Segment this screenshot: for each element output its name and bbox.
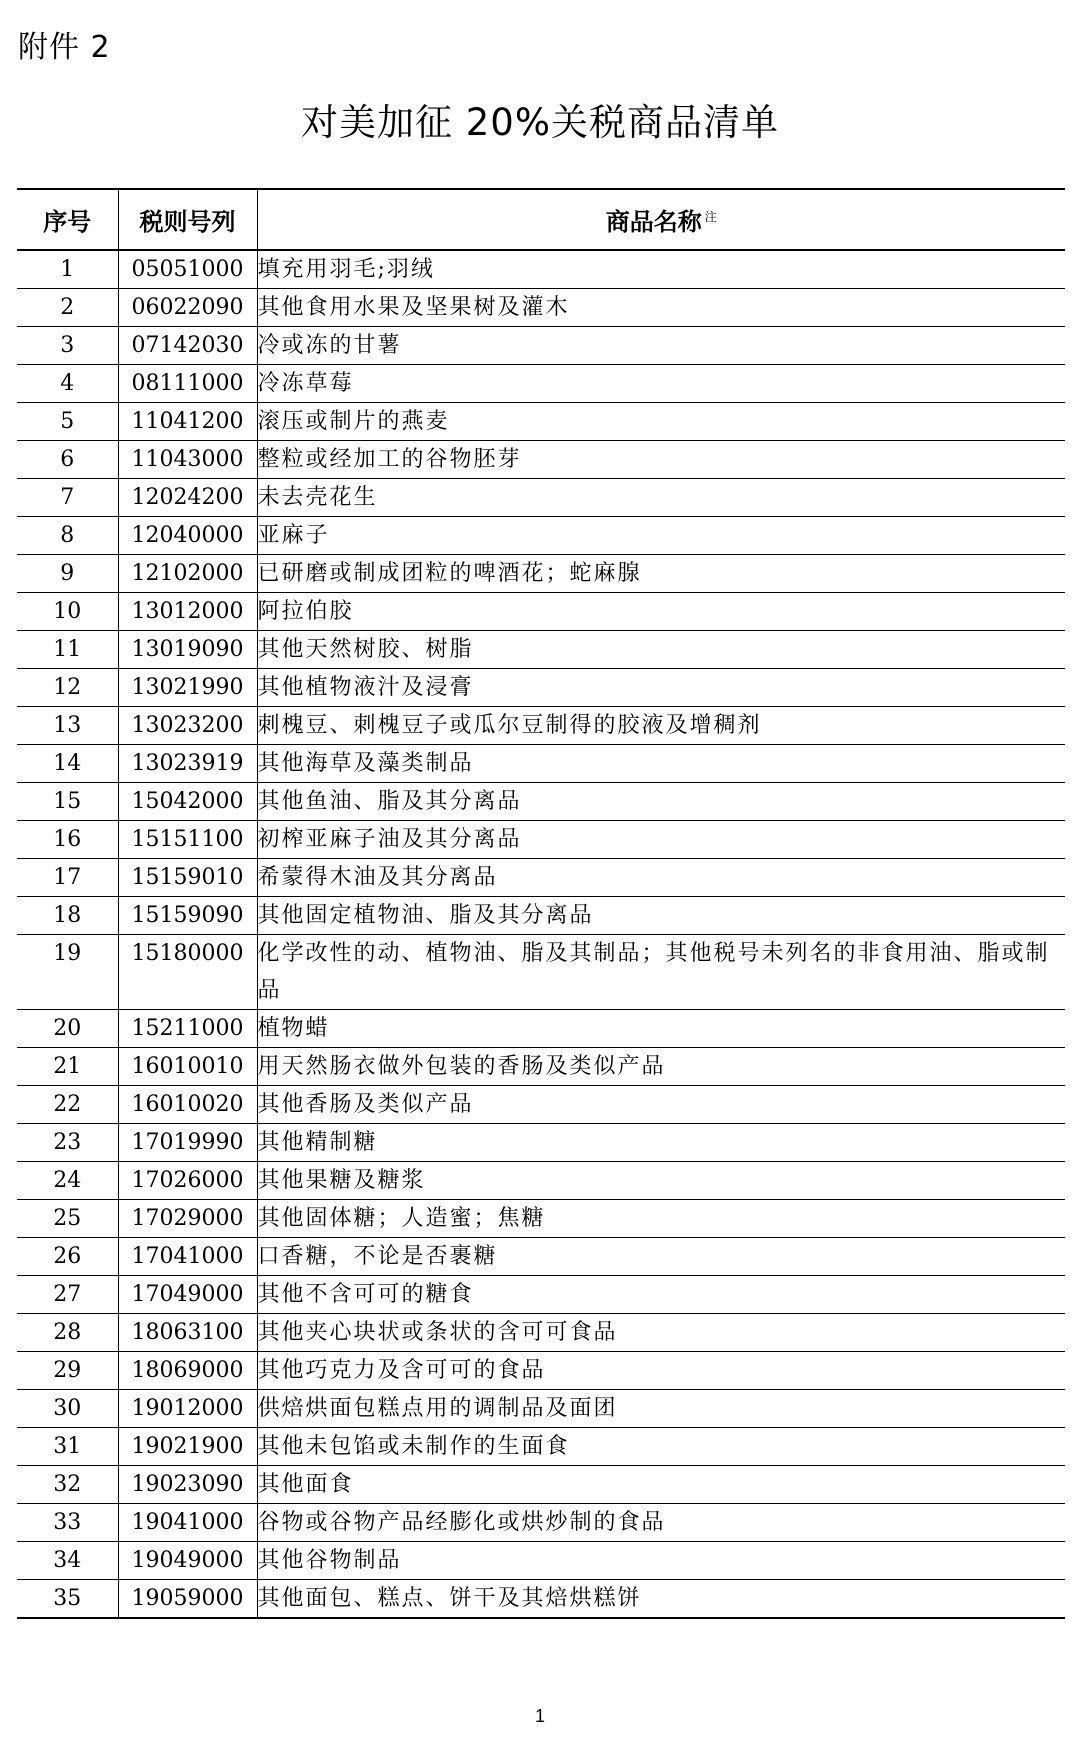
product-name-cell: 阿拉伯胶: [257, 593, 1065, 631]
product-name-cell: 其他未包馅或未制作的生面食: [257, 1428, 1065, 1466]
tariff-code-cell: 19041000: [118, 1504, 257, 1542]
product-name-cell: 供焙烘面包糕点用的调制品及面团: [257, 1390, 1065, 1428]
seq-cell: 34: [17, 1542, 118, 1580]
product-name-cell: 冷或冻的甘薯: [257, 327, 1065, 365]
product-name-cell: 谷物或谷物产品经膨化或烘炒制的食品: [257, 1504, 1065, 1542]
column-header-name-label: 商品名称: [605, 208, 702, 236]
product-name-cell: 亚麻子: [257, 517, 1065, 555]
table-row: [17, 1352, 1065, 1390]
product-name-cell: 其他不含可可的糖食: [257, 1276, 1065, 1314]
seq-cell: 31: [17, 1428, 118, 1466]
seq-cell: 17: [17, 859, 118, 897]
product-name-cell: 其他面食: [257, 1466, 1065, 1504]
product-name-cell: 口香糖，不论是否裹糖: [257, 1238, 1065, 1276]
tariff-code-cell: 11041200: [118, 403, 257, 441]
seq-cell: 4: [17, 365, 118, 403]
table-row: [17, 555, 1065, 593]
table-row: [17, 1238, 1065, 1276]
seq-cell: 18: [17, 897, 118, 935]
tariff-code-cell: 17049000: [118, 1276, 257, 1314]
table-row: [17, 1466, 1065, 1504]
tariff-code-cell: 17019990: [118, 1124, 257, 1162]
product-name-cell: 植物蜡: [257, 1010, 1065, 1048]
seq-cell: 25: [17, 1200, 118, 1238]
product-name-cell: 其他天然树胶、树脂: [257, 631, 1065, 669]
tariff-code-cell: 08111000: [118, 365, 257, 403]
column-header-code: 税则号列: [118, 189, 257, 250]
seq-cell: 32: [17, 1466, 118, 1504]
table-row: [17, 1390, 1065, 1428]
seq-cell: 22: [17, 1086, 118, 1124]
product-name-cell: 其他谷物制品: [257, 1542, 1065, 1580]
tariff-code-cell: 19049000: [118, 1542, 257, 1580]
product-name-cell: 其他固定植物油、脂及其分离品: [257, 897, 1065, 935]
product-name-cell: 其他植物液汁及浸膏: [257, 669, 1065, 707]
tariff-code-cell: 15151100: [118, 821, 257, 859]
column-header-seq: 序号: [17, 189, 118, 250]
table-row: [17, 631, 1065, 669]
tariff-code-cell: 15042000: [118, 783, 257, 821]
table-row: [17, 1010, 1065, 1048]
product-name-cell: 填充用羽毛;羽绒: [257, 250, 1065, 289]
table-header-row: [17, 189, 1065, 250]
table-row: [17, 1048, 1065, 1086]
table-row: [17, 517, 1065, 555]
table-row: [17, 1428, 1065, 1466]
table-row: [17, 897, 1065, 935]
seq-cell: 2: [17, 289, 118, 327]
table-row: [17, 745, 1065, 783]
tariff-goods-table: [17, 188, 1065, 1619]
product-name-cell: 初榨亚麻子油及其分离品: [257, 821, 1065, 859]
seq-cell: 7: [17, 479, 118, 517]
column-header-name: [257, 189, 1065, 250]
document-title: 对美加征 20%关税商品清单: [301, 101, 779, 144]
table-row: [17, 859, 1065, 897]
tariff-code-cell: 19023090: [118, 1466, 257, 1504]
tariff-code-cell: 13023919: [118, 745, 257, 783]
tariff-code-cell: 18069000: [118, 1352, 257, 1390]
seq-cell: 14: [17, 745, 118, 783]
tariff-code-cell: 13023200: [118, 707, 257, 745]
seq-cell: 26: [17, 1238, 118, 1276]
product-name-cell: 化学改性的动、植物油、脂及其制品；其他税号未列名的非食用油、脂或制品: [257, 935, 1065, 1010]
tariff-code-cell: 18063100: [118, 1314, 257, 1352]
seq-cell: 6: [17, 441, 118, 479]
seq-cell: 10: [17, 593, 118, 631]
tariff-code-cell: 17026000: [118, 1162, 257, 1200]
product-name-cell: 用天然肠衣做外包装的香肠及类似产品: [257, 1048, 1065, 1086]
table-row: [17, 1542, 1065, 1580]
product-name-cell: 其他果糖及糖浆: [257, 1162, 1065, 1200]
table-row: [17, 441, 1065, 479]
table-row: [17, 593, 1065, 631]
table-row: [17, 1162, 1065, 1200]
product-name-cell: 已研磨或制成团粒的啤酒花；蛇麻腺: [257, 555, 1065, 593]
seq-cell: 16: [17, 821, 118, 859]
tariff-code-cell: 13012000: [118, 593, 257, 631]
product-name-cell: 其他面包、糕点、饼干及其焙烘糕饼: [257, 1580, 1065, 1619]
tariff-code-cell: 16010020: [118, 1086, 257, 1124]
tariff-code-cell: 06022090: [118, 289, 257, 327]
table-row: [17, 935, 1065, 1010]
table-row: [17, 365, 1065, 403]
seq-cell: 35: [17, 1580, 118, 1619]
tariff-code-cell: 19012000: [118, 1390, 257, 1428]
table-row: [17, 1086, 1065, 1124]
seq-cell: 3: [17, 327, 118, 365]
seq-cell: 33: [17, 1504, 118, 1542]
page-number: 1: [534, 1706, 545, 1726]
product-name-cell: 冷冻草莓: [257, 365, 1065, 403]
table-row: [17, 403, 1065, 441]
product-name-cell: 其他海草及藻类制品: [257, 745, 1065, 783]
product-name-cell: 未去壳花生: [257, 479, 1065, 517]
tariff-code-cell: 16010010: [118, 1048, 257, 1086]
product-name-cell: 滚压或制片的燕麦: [257, 403, 1065, 441]
tariff-code-cell: 12024200: [118, 479, 257, 517]
tariff-code-cell: 07142030: [118, 327, 257, 365]
seq-cell: 8: [17, 517, 118, 555]
tariff-code-cell: 15159010: [118, 859, 257, 897]
seq-cell: 11: [17, 631, 118, 669]
tariff-code-cell: 19059000: [118, 1580, 257, 1619]
tariff-code-cell: 19021900: [118, 1428, 257, 1466]
tariff-code-cell: 15159090: [118, 897, 257, 935]
seq-cell: 21: [17, 1048, 118, 1086]
attachment-label: 附件 2: [18, 30, 111, 65]
product-name-cell: 其他夹心块状或条状的含可可食品: [257, 1314, 1065, 1352]
tariff-code-cell: 15180000: [118, 935, 257, 1010]
tariff-code-cell: 13021990: [118, 669, 257, 707]
tariff-code-cell: 11043000: [118, 441, 257, 479]
seq-cell: 23: [17, 1124, 118, 1162]
table-row: [17, 669, 1065, 707]
seq-cell: 19: [17, 935, 118, 1010]
product-name-cell: 刺槐豆、刺槐豆子或瓜尔豆制得的胶液及增稠剂: [257, 707, 1065, 745]
table-row: [17, 1314, 1065, 1352]
seq-cell: 15: [17, 783, 118, 821]
seq-cell: 5: [17, 403, 118, 441]
product-name-cell: 希蒙得木油及其分离品: [257, 859, 1065, 897]
tariff-code-cell: 12040000: [118, 517, 257, 555]
tariff-code-cell: 15211000: [118, 1010, 257, 1048]
table-row: [17, 707, 1065, 745]
seq-cell: 1: [17, 250, 118, 289]
table-row: [17, 1276, 1065, 1314]
tariff-code-cell: 12102000: [118, 555, 257, 593]
product-name-cell: 其他香肠及类似产品: [257, 1086, 1065, 1124]
table-row: [17, 1580, 1065, 1619]
seq-cell: 29: [17, 1352, 118, 1390]
note-marker: 注: [704, 210, 717, 224]
product-name-cell: 其他固体糖；人造蜜；焦糖: [257, 1200, 1065, 1238]
table-row: [17, 250, 1065, 289]
product-name-cell: 其他食用水果及坚果树及灌木: [257, 289, 1065, 327]
table-row: [17, 479, 1065, 517]
seq-cell: 13: [17, 707, 118, 745]
product-name-cell: 整粒或经加工的谷物胚芽: [257, 441, 1065, 479]
tariff-code-cell: 05051000: [118, 250, 257, 289]
table-row: [17, 327, 1065, 365]
table-row: [17, 821, 1065, 859]
table-row: [17, 289, 1065, 327]
seq-cell: 24: [17, 1162, 118, 1200]
table-row: [17, 1504, 1065, 1542]
tariff-code-cell: 17041000: [118, 1238, 257, 1276]
seq-cell: 9: [17, 555, 118, 593]
table-row: [17, 783, 1065, 821]
tariff-code-cell: 17029000: [118, 1200, 257, 1238]
tariff-code-cell: 13019090: [118, 631, 257, 669]
product-name-cell: 其他鱼油、脂及其分离品: [257, 783, 1065, 821]
table-body: [17, 250, 1065, 1618]
table-row: [17, 1200, 1065, 1238]
product-name-cell: 其他巧克力及含可可的食品: [257, 1352, 1065, 1390]
seq-cell: 28: [17, 1314, 118, 1352]
seq-cell: 27: [17, 1276, 118, 1314]
table-row: [17, 1124, 1065, 1162]
seq-cell: 30: [17, 1390, 118, 1428]
product-name-cell: 其他精制糖: [257, 1124, 1065, 1162]
seq-cell: 12: [17, 669, 118, 707]
seq-cell: 20: [17, 1010, 118, 1048]
